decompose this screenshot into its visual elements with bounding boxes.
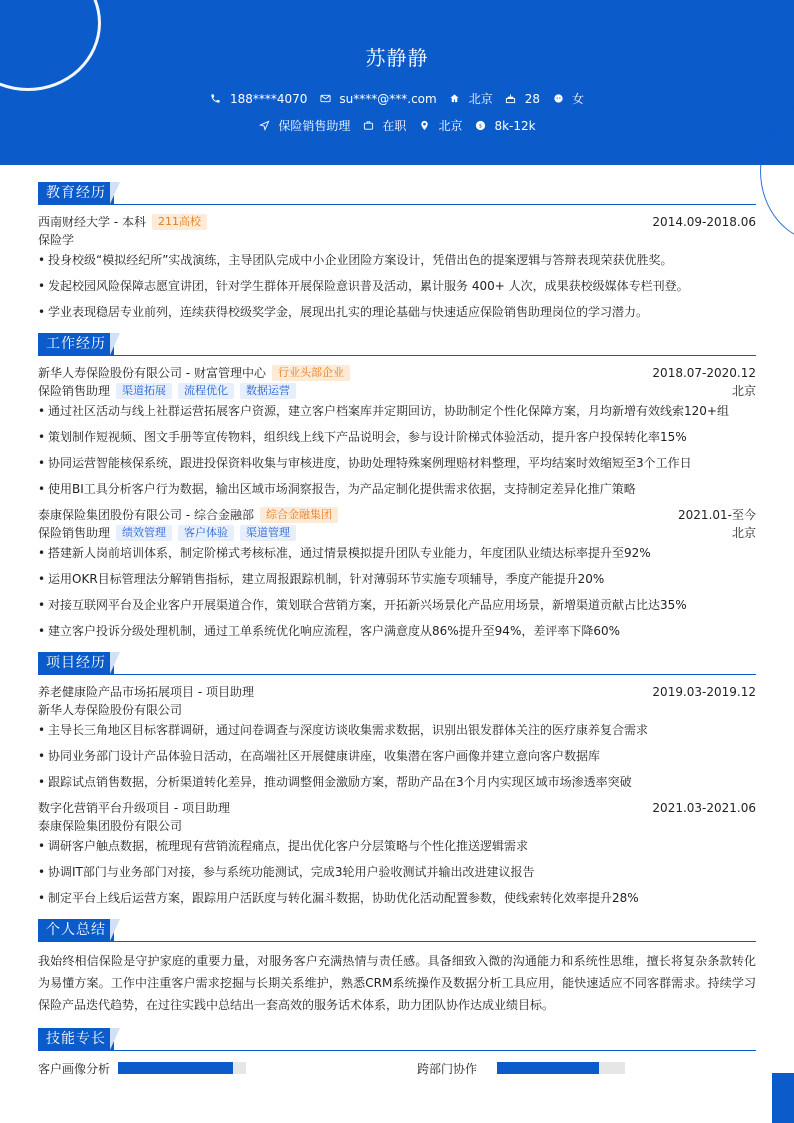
education-row xyxy=(38,213,756,231)
education-bullets xyxy=(38,251,756,321)
project-name: 数字化营销平台升级项目 - 项目助理 xyxy=(38,801,230,815)
list-item: • 协调IT部门与业务部门对接，参与系统功能测试，完成3轮用户验收测试并输出改进建议报告 xyxy=(38,863,756,881)
status-item xyxy=(362,117,406,134)
list-item: • 跟踪试点销售数据，分析渠道转化差异，推动调整佣金激励方案，帮助产品在3个月内实现区域市场渗透率突破 xyxy=(38,773,756,791)
skill-item xyxy=(417,1060,756,1077)
section-title: 教育经历 xyxy=(38,182,114,204)
gender-item xyxy=(552,90,584,107)
list-item: • 建立客户投诉分级处理机制，通过工单系统优化响应流程，客户满意度从86%提升至94%，差评率下降60% xyxy=(38,622,756,640)
job-dates: 2018.07-2020.12 xyxy=(652,366,756,380)
projects-section xyxy=(38,652,756,907)
email-text: su****@***.com xyxy=(339,91,437,106)
contact-row xyxy=(0,90,794,107)
job-role: 保险销售助理 xyxy=(38,384,111,398)
female-icon xyxy=(552,93,564,105)
cake-icon xyxy=(505,93,517,105)
project-org: 泰康保险集团股份有限公司 xyxy=(38,819,183,833)
skills-list xyxy=(38,1059,756,1077)
job-header-row xyxy=(38,364,756,382)
list-item: • 通过社区活动与线上社群运营拓展客户资源，建立客户档案库并定期回访，协助制定个性化保障方案，月均新增有效线索120+组 xyxy=(38,402,756,420)
section-header xyxy=(38,652,756,675)
job-bullets xyxy=(38,544,756,640)
work-section xyxy=(38,333,756,640)
gender-text: 女 xyxy=(572,92,585,106)
skill-tag: 渠道管理 xyxy=(240,525,296,541)
job-entry xyxy=(38,506,756,640)
money-icon xyxy=(474,120,486,132)
list-item: • 发起校园风险保障志愿宣讲团，针对学生群体开展保险意识普及活动，累计服务 400+ 人次，成果获校级媒体专栏刊登。 xyxy=(38,277,756,295)
section-title: 技能专长 xyxy=(38,1028,114,1050)
skill-bar-fill xyxy=(118,1062,233,1074)
project-bullets xyxy=(38,721,756,791)
person-name: 苏静静 xyxy=(365,46,429,70)
list-item: • 运用OKR目标管理法分解销售指标，建立周报跟踪机制，针对薄弱环节实施专项辅导，季度产能提升20% xyxy=(38,570,756,588)
company-name: 泰康保险集团股份有限公司 - 综合金融部 xyxy=(38,508,254,522)
city-item xyxy=(449,90,493,107)
section-header xyxy=(38,333,756,356)
skill-tag: 流程优化 xyxy=(178,383,234,399)
header-banner xyxy=(0,0,794,165)
section-title: 工作经历 xyxy=(38,333,114,355)
list-item: • 主导长三角地区目标客群调研，通过问卷调查与深度访谈收集需求数据，识别出银发群体关注的医疗康养复合需求 xyxy=(38,721,756,739)
send-icon xyxy=(258,120,270,132)
mail-icon xyxy=(319,93,331,105)
job-header-row xyxy=(38,506,756,524)
list-item: • 协同运营智能核保系统，跟进投保资料收集与审核进度，协助处理特殊案例理赔材料整理，平均结案时效缩短至3个工作日 xyxy=(38,454,756,472)
skill-label: 跨部门协作 xyxy=(417,1061,478,1076)
summary-text: 我始终相信保险是守护家庭的重要力量，对服务客户充满热情与责任感。具备细致入微的沟通能力和系统性思维，擅长将复杂条款转化为易懂方案。工作中注重客户需求挖掘与长期关系维护，熟悉CRM系统操作及数据分析工具应用，能快速适应不同客群需求。持续学习保险产品迭代趋势，在过往实践中总结出一套高效的服务话术体系，助力团队协作达成业绩目标。 xyxy=(38,954,756,1012)
education-major: 保险学 xyxy=(38,233,75,247)
location-pin-icon xyxy=(418,120,430,132)
salary-text: 8k-12k xyxy=(494,118,536,133)
project-header-row xyxy=(38,799,756,817)
skill-tag: 绩效管理 xyxy=(116,525,172,541)
phone-icon xyxy=(210,93,222,105)
section-header xyxy=(38,182,756,205)
svg-text:$: $ xyxy=(478,122,483,129)
section-header xyxy=(38,1028,756,1051)
age-text: 28 xyxy=(524,91,541,106)
project-org: 新华人寿保险股份有限公司 xyxy=(38,703,183,717)
school-name: 西南财经大学 - 本科 xyxy=(38,215,146,229)
briefcase-icon xyxy=(362,120,374,132)
job-dates: 2021.01-至今 xyxy=(678,508,756,522)
list-item: • 策划制作短视频、图文手册等宣传物料，组织线上线下产品说明会，参与设计阶梯式体验活动，提升客户投保转化率15% xyxy=(38,428,756,446)
project-dates: 2019.03-2019.12 xyxy=(652,685,756,699)
job-entry xyxy=(38,364,756,498)
salary-item xyxy=(474,119,535,133)
section-title-tail xyxy=(110,919,120,941)
section-title-tail xyxy=(110,333,120,355)
skill-label: 客户画像分析 xyxy=(38,1061,111,1076)
section-title: 个人总结 xyxy=(38,919,114,941)
job-city: 北京 xyxy=(731,384,756,398)
home-icon xyxy=(449,93,461,105)
decorative-corner-block xyxy=(772,1073,794,1123)
job-city: 北京 xyxy=(731,526,756,540)
project-entry xyxy=(38,799,756,907)
list-item: • 搭建新人岗前培训体系，制定阶梯式考核标准，通过情景模拟提升团队专业能力，年度团队业绩达标率提升至92% xyxy=(38,544,756,562)
age-item xyxy=(505,92,540,106)
phone-text: 188****4070 xyxy=(229,91,308,106)
project-header-row xyxy=(38,683,756,701)
position-item xyxy=(258,117,350,134)
intent-row xyxy=(0,117,794,134)
school-tag: 211高校 xyxy=(152,214,207,230)
list-item: • 调研客户触点数据，梳理现有营销流程痛点，提出优化客户分层策略与个性化推送逻辑需求 xyxy=(38,837,756,855)
job-role-row xyxy=(38,524,756,542)
skill-tag: 客户体验 xyxy=(178,525,234,541)
list-item: • 制定平台上线后运营方案，跟踪用户活跃度与转化漏斗数据，协助优化活动配置参数，使线索转化效率提升28% xyxy=(38,889,756,907)
resume-content xyxy=(38,182,756,1089)
job-bullets xyxy=(38,402,756,498)
status-text: 在职 xyxy=(382,119,407,133)
section-title: 项目经历 xyxy=(38,652,114,674)
list-item: • 学业表现稳居专业前列，连续获得校级奖学金，展现出扎实的理论基础与快速适应保险销售助理岗位的学习潜力。 xyxy=(38,303,756,321)
list-item: • 对接互联网平台及企业客户开展渠道合作，策划联合营销方案，开拓新兴场景化产品应用场景，新增渠道贡献占比达35% xyxy=(38,596,756,614)
skill-tag: 渠道拓展 xyxy=(116,383,172,399)
skill-bar xyxy=(118,1062,246,1074)
project-bullets xyxy=(38,837,756,907)
project-name: 养老健康险产品市场拓展项目 - 项目助理 xyxy=(38,685,254,699)
company-name: 新华人寿保险股份有限公司 - 财富管理中心 xyxy=(38,366,266,380)
city-text: 北京 xyxy=(468,92,493,106)
intent-city-text: 北京 xyxy=(438,119,463,133)
position-text: 保险销售助理 xyxy=(278,119,351,133)
section-header xyxy=(38,919,756,942)
skill-tag: 数据运营 xyxy=(240,383,296,399)
list-item: • 投身校级“模拟经纪所”实战演练，主导团队完成中小企业团险方案设计，凭借出色的提案逻辑与答辩表现荣获优胜奖。 xyxy=(38,251,756,269)
company-tag: 行业头部企业 xyxy=(272,365,350,381)
project-entry xyxy=(38,683,756,791)
skill-item xyxy=(38,1060,377,1077)
list-item: • 协同业务部门设计产品体验日活动，在高端社区开展健康讲座，收集潜在客户画像并建立意向客户数据库 xyxy=(38,747,756,765)
summary-section xyxy=(38,919,756,1016)
job-role-row xyxy=(38,382,756,400)
section-title-tail xyxy=(110,182,120,204)
company-tag: 综合金融集团 xyxy=(260,507,338,523)
email-item xyxy=(319,92,436,106)
section-title-tail xyxy=(110,1028,120,1050)
intent-city-item xyxy=(418,117,462,134)
list-item: • 使用BI工具分析客户行为数据，输出区域市场洞察报告，为产品定制化提供需求依据，支持制定差异化推广策略 xyxy=(38,480,756,498)
section-title-tail xyxy=(110,652,120,674)
education-dates: 2014.09-2018.06 xyxy=(652,215,756,229)
education-section xyxy=(38,182,756,321)
skills-section xyxy=(38,1028,756,1077)
project-dates: 2021.03-2021.06 xyxy=(652,801,756,815)
skill-bar xyxy=(497,1062,625,1074)
skill-bar-fill xyxy=(497,1062,599,1074)
job-role: 保险销售助理 xyxy=(38,526,111,540)
phone-item xyxy=(210,92,307,106)
